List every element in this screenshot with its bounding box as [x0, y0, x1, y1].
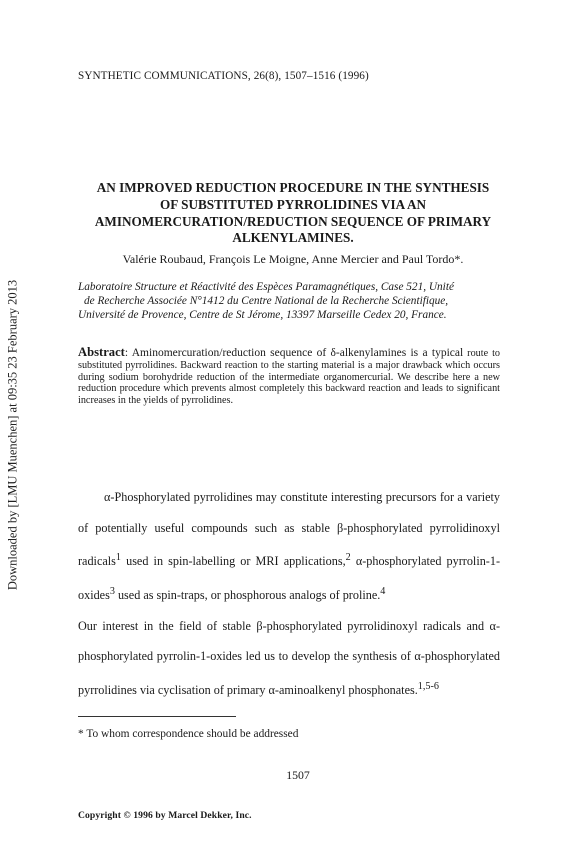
abstract-heading: Abstract — [78, 345, 125, 359]
abstract-text: route to substituted pyrrolidines. Backward reaction to the starting material is a major drawback which occurs during sodium borohydride reduction of the intermediate organomercurial. We describe here a new reduction procedure which prevents almost completely this backward reaction and leads to significant increases in the yields of pyrrolidines. — [78, 348, 501, 407]
citation: 1 — [115, 552, 121, 564]
footnote: * To whom correspondence should be addressed — [78, 728, 299, 740]
copyright-notice: Copyright © 1996 by Marcel Dekker, Inc. — [78, 810, 252, 821]
affiliation-line: de Recherche Associée N°1412 du Centre National de la Recherche Scientifique, — [84, 295, 449, 307]
text-run: Our interest in the field of stable β-phosphorylated pyrrolidinoxyl radicals and α-phosphorylated pyrrolin-1-oxides led us to develop the synthesis of α-phosphorylated pyrrolidines via cyclisation of primary α-aminoalkenyl phosphonates. — [78, 618, 500, 697]
affiliation — [78, 280, 518, 322]
download-watermark — [2, 255, 24, 615]
citation: 2 — [345, 552, 351, 564]
paragraph — [78, 482, 500, 611]
abstract — [78, 347, 500, 407]
footnote-rule — [78, 716, 236, 717]
abstract-lead: : Aminomercuration/reduction sequence of δ-alkenylamines is a typical — [124, 347, 464, 359]
text-run: used as spin-traps, or phosphorous analogs of proline. — [114, 587, 381, 602]
page-number: 1507 — [286, 768, 310, 782]
affiliation-line: Laboratoire Structure et Réactivité des Espèces Paramagnétiques, Case 521, Unité — [78, 281, 454, 293]
article-title — [78, 180, 508, 247]
text-run: used in spin-labelling or MRI applications, — [120, 554, 346, 569]
paragraph — [78, 611, 500, 706]
title-line: ALKENYLAMINES. — [232, 230, 354, 246]
journal-header: SYNTHETIC COMMUNICATIONS, 26(8), 1507–1516 (1996) — [78, 70, 369, 82]
title-line: AMINOMERCURATION/REDUCTION SEQUENCE OF PRIMARY — [94, 213, 492, 229]
citation: 3 — [109, 585, 115, 597]
title-line: AN IMPROVED REDUCTION PROCEDURE IN THE SYNTHESIS — [96, 180, 490, 195]
citation: 4 — [380, 585, 386, 597]
affiliation-line: Université de Provence, Centre de St Jérome, 13397 Marseille Cedex 20, France. — [78, 309, 447, 321]
text-run: α-Phosphorylated pyrrolidines may constitute interesting precursors for a variety of potentially useful compounds such as stable β-phosphorylated pyrrolidinoxyl radicals — [78, 490, 500, 569]
author-list: Valérie Roubaud, François Le Moigne, Anne Mercier and Paul Tordo*. — [122, 252, 464, 266]
watermark-text: Downloaded by [LMU Muenchen] at 09:35 23 February 2013 — [5, 279, 20, 591]
body-text — [78, 482, 500, 705]
title-line: OF SUBSTITUTED PYRROLIDINES VIA AN — [159, 196, 426, 212]
citation: 1,5-6 — [417, 680, 439, 692]
text-run: α-phosphorylated pyrrolin-1-oxides — [78, 554, 501, 602]
